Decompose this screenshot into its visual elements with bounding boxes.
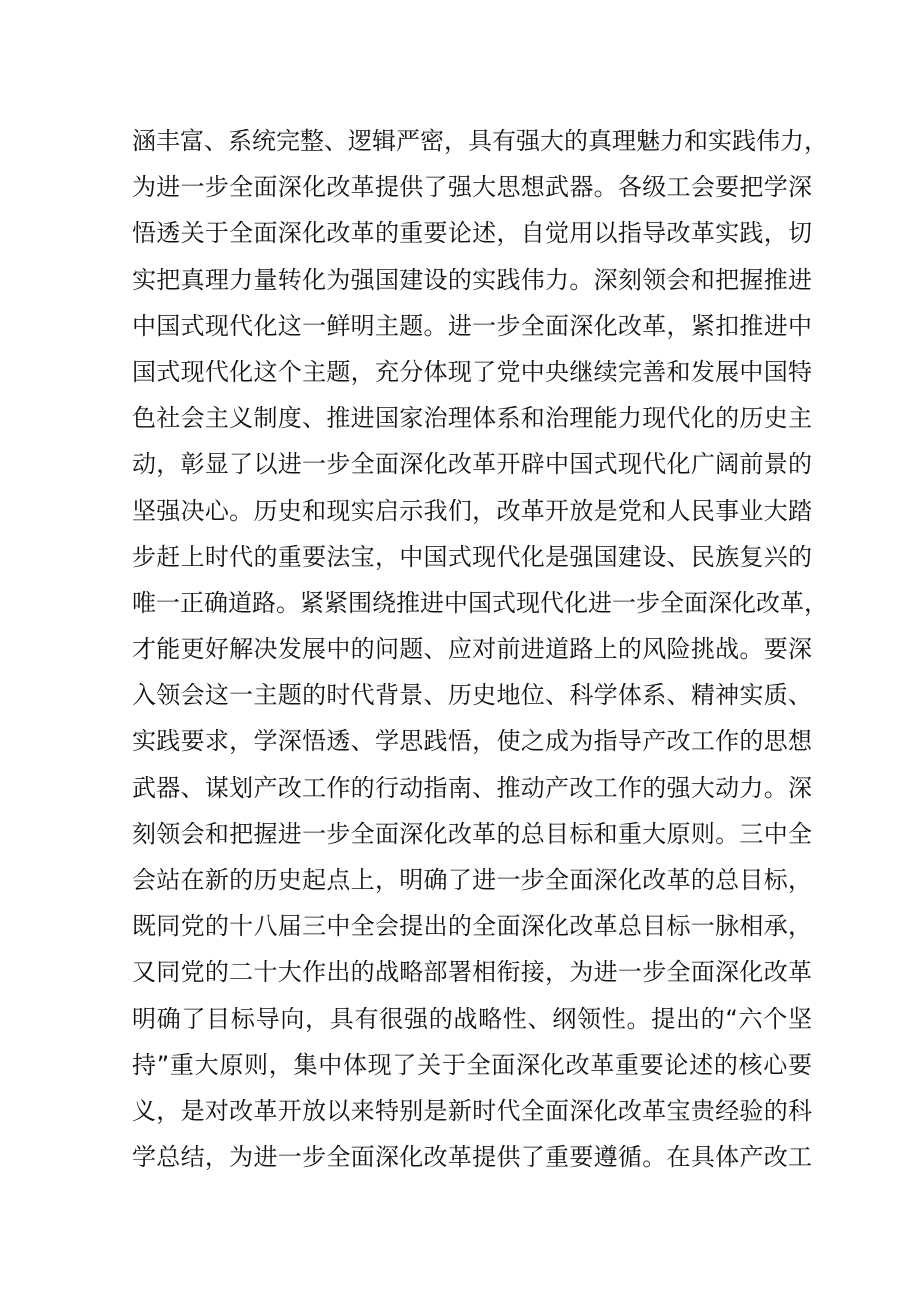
text-line: 明确了目标导向，具有很强的战略性、纲领性。提出的“六个坚: [132, 1004, 812, 1033]
text-line: 中国式现代化这一鲜明主题。进一步全面深化改革，紧扣推进中: [132, 311, 812, 340]
text-line: 实把真理力量转化为强国建设的实践伟力。深刻领会和把握推进: [132, 265, 812, 294]
text-line: 色社会主义制度、推进国家治理体系和治理能力现代化的历史主: [132, 404, 812, 433]
text-line: 国式现代化这个主题，充分体现了党中央继续完善和发展中国特: [132, 357, 812, 386]
text-line: 刻领会和把握进一步全面深化改革的总目标和重大原则。三中全: [132, 819, 812, 848]
text-line: 才能更好解决发展中的问题、应对前进道路上的风险挑战。要深: [132, 635, 812, 664]
text-line: 步赶上时代的重要法宝，中国式现代化是强国建设、民族复兴的: [132, 542, 812, 571]
text-line: 动，彰显了以进一步全面深化改革开辟中国式现代化广阔前景的: [132, 450, 812, 479]
text-line: 又同党的二十大作出的战略部署相衔接，为进一步全面深化改革: [132, 958, 812, 987]
body-paragraph: [132, 118, 828, 1180]
text-line: 义，是对改革开放以来特别是新时代全面深化改革宝贵经验的科: [132, 1096, 812, 1125]
text-line: 坚强决心。历史和现实启示我们，改革开放是党和人民事业大踏: [132, 496, 812, 525]
text-line: 悟透关于全面深化改革的重要论述，自觉用以指导改革实践，切: [132, 219, 812, 248]
text-line: 唯一正确道路。紧紧围绕推进中国式现代化进一步全面深化改革，: [132, 588, 828, 617]
text-line: 涵丰富、系统完整、逻辑严密，具有强大的真理魅力和实践伟力，: [132, 127, 828, 155]
text-line: 学总结，为进一步全面深化改革提供了重要遵循。在具体产改工: [132, 1143, 812, 1172]
text-line: 既同党的十八届三中全会提出的全面深化改革总目标一脉相承，: [132, 912, 812, 941]
text-line: 武器、谋划产改工作的行动指南、推动产改工作的强大动力。深: [132, 773, 812, 802]
text-line: 入领会这一主题的时代背景、历史地位、科学体系、精神实质、: [132, 681, 812, 710]
text-line: 为进一步全面深化改革提供了强大思想武器。各级工会要把学深: [132, 173, 812, 202]
text-line: 持”重大原则，集中体现了关于全面深化改革重要论述的核心要: [132, 1050, 812, 1079]
text-line: 会站在新的历史起点上，明确了进一步全面深化改革的总目标，: [132, 866, 812, 894]
text-line: 实践要求，学深悟透、学思践悟，使之成为指导产改工作的思想: [132, 727, 812, 756]
